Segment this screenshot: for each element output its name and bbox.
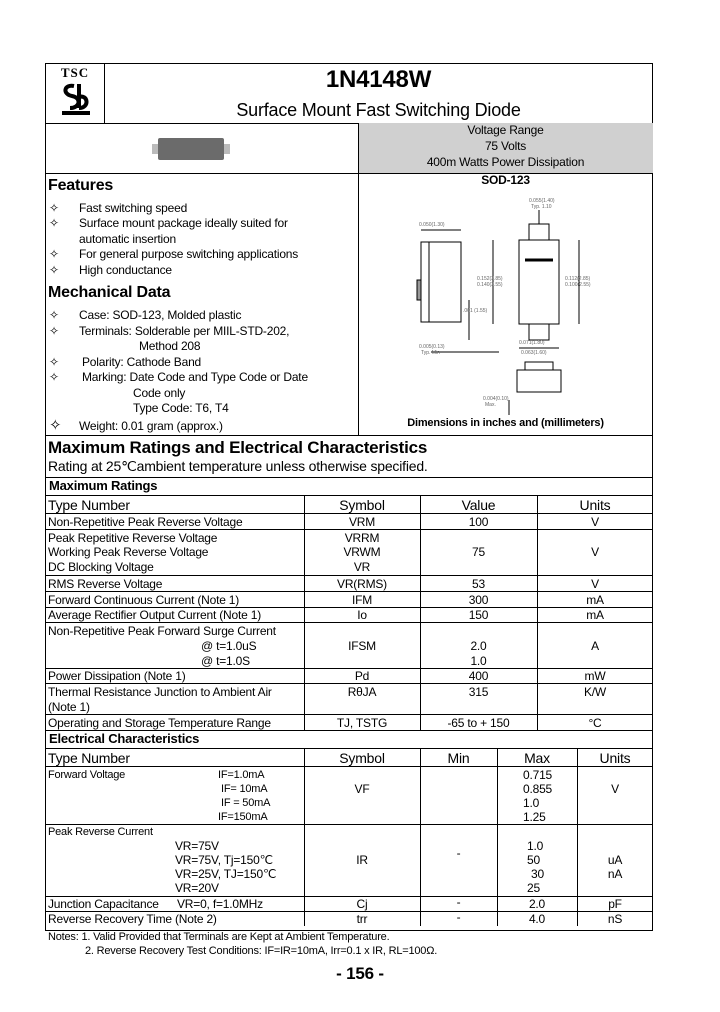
mechanical-item: Case: SOD-123, Molded plastic [79,308,242,322]
rating-unit: K/W [583,685,607,699]
page-number: - 156 - [336,964,384,983]
rating-symbol: Io [357,608,367,622]
rating-value: -65 to + 150 [447,716,510,730]
rating-param: Thermal Resistance Junction to Ambient Air [48,685,272,699]
dim-label: Max. [485,402,496,408]
dim-label: 0.112(2.85) [565,276,591,282]
elec-symbol: IR [356,853,368,867]
rating-unit: mA [586,593,604,607]
spec-line-2: 75 Volts [484,139,527,153]
rating-symbol: VRRM [344,531,380,545]
table-line [45,575,653,576]
elec-min: - [456,910,461,924]
rating-unit: V [591,577,599,591]
elec-cond: IF = 50mA [221,797,271,809]
rating-param: Average Rectifier Output Current (Note 1) [48,608,262,622]
table-line [45,529,653,530]
rating-symbol: IFSM [348,639,376,653]
dim-label: 0.063(1.60) [521,350,547,356]
bullet-icon: ✧ [49,355,60,369]
features-title: Features [48,177,114,194]
rating-param: @ t=1.0S [201,654,250,668]
col-header-symbol: Symbol [339,497,385,513]
mechanical-item: Terminals: Solderable per MIIL-STD-202, [79,324,290,338]
col-header-min: Min [447,750,470,766]
bullet-icon: ✧ [49,201,60,215]
table-line [45,495,653,496]
elec-max: 1.25 [523,810,546,824]
bullet-icon: ✧ [49,324,60,338]
elec-max: 2.0 [528,897,546,911]
rating-unit: mW [584,669,606,683]
elec-symbol: trr [356,912,368,926]
elec-max: 50 [527,853,540,867]
rating-value: 75 [472,545,485,559]
spec-line-1: Voltage Range [467,123,544,137]
feature-item: For general purpose switching applications [79,247,299,261]
col-header-value: Value [461,497,496,513]
mechanical-item: Polarity: Cathode Band [82,355,202,369]
dim-label: .061 (1.55) [463,308,488,314]
spec-line-3: 400m Watts Power Dissipation [426,155,585,169]
elec-symbol: Cj [356,897,368,911]
elec-max: 0.855 [523,782,553,796]
rating-unit: V [591,545,599,559]
bullet-icon: ✧ [49,417,62,434]
dim-label: 0.005(0.13) [419,344,445,350]
bullet-icon: ✧ [49,370,60,384]
elec-param: Junction Capacitance [48,897,159,911]
dim-label: 0.140(3.55) [477,282,503,288]
table-line [45,766,653,767]
rating-symbol: VR [353,560,371,574]
note-2: 2. Reverse Recovery Test Conditions: IF=IR=10mA, Irr=0.1 x IR, RL=100Ω. [85,945,438,957]
elec-cond: IF= 10mA [221,783,268,795]
table-line [45,622,653,623]
elec-param: Reverse Recovery Time (Note 2) [48,912,217,926]
table-line [45,714,653,715]
part-subtitle: Surface Mount Fast Switching Diode [236,100,521,120]
section-divider [45,435,653,436]
rating-param: Power Dissipation (Note 1) [48,669,186,683]
elec-max: 25 [527,881,540,895]
table-line [45,513,653,514]
rating-value: 1.0 [470,654,487,668]
elec-symbol: VF [354,782,370,796]
bullet-icon: ✧ [49,308,60,322]
bullet-icon: ✧ [49,247,60,261]
dim-label: 0.100(2.55) [565,282,591,288]
rating-value: 100 [468,515,489,529]
rating-param: RMS Reverse Voltage [48,577,163,591]
part-number: 1N4148W [325,66,432,93]
elec-min: - [456,846,461,860]
col-header-units: Units [579,497,611,513]
ratings-note: Rating at 25℃ambient temperature unless otherwise specified. [48,458,428,474]
elec-max: 30 [531,867,544,881]
col-header-units: Units [599,750,631,766]
rating-symbol: VR(RMS) [337,577,387,591]
dim-label: 0.071(1.80) [519,340,545,346]
rating-param: Non-Repetitive Peak Reverse Voltage [48,515,243,529]
table-line [45,748,653,749]
rating-param: @ t=1.0uS [201,639,257,653]
elec-cond: IF=1.0mA [218,769,265,781]
rating-param: Peak Repetitive Reverse Voltage [48,531,218,545]
rating-value: 2.0 [470,639,487,653]
dim-label: 0.004(0.10) [483,396,509,402]
rating-param: DC Blocking Voltage [48,560,154,574]
dim-label: 0.055(1.40) [529,198,555,204]
rating-param: Operating and Storage Temperature Range [48,716,271,730]
col-header-type: Type Number [48,750,130,766]
mechanical-title: Mechanical Data [48,284,171,301]
dim-label: 0.152(3.85) [477,276,503,282]
feature-item: automatic insertion [79,232,176,246]
dim-label: Typ. 1.10 [531,204,552,210]
note-1: Notes: 1. Valid Provided that Terminals are Kept at Ambient Temperature. [48,931,390,943]
elec-cond: VR=20V [175,881,219,895]
elec-min: - [456,895,461,909]
elec-cond: VR=75V, Tj=150℃ [175,853,273,867]
feature-item: Surface mount package ideally suited for [79,216,288,230]
dim-label: Typ. Min [421,350,440,356]
package-photo [158,138,224,160]
electrical-title: Electrical Characteristics [49,731,200,746]
rating-unit: mA [586,608,604,622]
mechanical-item: Code only [133,386,186,400]
elec-unit: nA [607,867,623,881]
bullet-icon: ✧ [49,263,60,277]
dimension-drawing [359,190,652,418]
dim-label: 0.050(1.30) [419,222,445,228]
col-header-symbol: Symbol [339,750,385,766]
rating-symbol: VRWM [343,545,381,559]
elec-unit: V [611,782,619,796]
package-name: SOD-123 [481,173,530,187]
rating-symbol: Pd [354,669,370,683]
rating-value: 315 [468,685,489,699]
feature-item: High conductance [79,263,172,277]
logo-text: TSC [60,65,90,80]
rating-unit: °C [588,716,602,730]
mechanical-item: Weight: 0.01 gram (approx.) [79,419,223,433]
rating-symbol: IFM [351,593,373,607]
feature-item: Fast switching speed [79,201,188,215]
rating-value: 400 [468,669,489,683]
rating-symbol: RθJA [347,685,377,699]
elec-max: 1.0 [527,839,544,853]
elec-max: 4.0 [528,912,546,926]
rating-param: (Note 1) [48,700,90,714]
rating-param: Non-Repetitive Peak Forward Surge Current [48,624,276,638]
table-line [45,591,653,592]
package-lead-right [224,144,230,154]
ratings-title: Maximum Ratings and Electrical Characteristics [48,438,428,457]
rating-value: 150 [468,608,489,622]
rating-param: Forward Continuous Current (Note 1) [48,593,240,607]
rating-param: Working Peak Reverse Voltage [48,545,209,559]
package-lead-left [152,144,158,154]
rating-unit: V [591,515,599,529]
elec-unit: nS [607,912,623,926]
elec-cond: VR=75V [175,839,219,853]
elec-cond: VR=25V, TJ=150℃ [175,867,277,881]
elec-cond: VR=0, f=1.0MHz [177,897,263,911]
mechanical-item: Marking: Date Code and Type Code or Date [82,370,308,384]
rating-value: 300 [468,593,489,607]
mechanical-item: Type Code: T6, T4 [133,401,229,415]
elec-param: Forward Voltage [48,769,126,781]
bullet-icon: ✧ [49,216,60,230]
elec-unit: pF [608,897,622,911]
col-header-max: Max [524,750,550,766]
table-line [45,683,653,684]
elec-cond: IF=150mA [218,811,268,823]
col-header-type: Type Number [48,497,130,513]
rating-symbol: TJ, TSTG [336,716,388,730]
elec-max: 1.0 [523,796,540,810]
elec-max: 0.715 [523,768,553,782]
drawing-caption: Dimensions in inches and (millimeters) [407,417,604,429]
elec-unit: uA [607,853,623,867]
mechanical-item: Method 208 [139,339,201,353]
rating-symbol: VRM [348,515,376,529]
tsc-logo-icon [60,82,92,118]
rating-value: 53 [472,577,485,591]
elec-param: Peak Reverse Current [48,826,153,838]
max-ratings-title: Maximum Ratings [49,478,158,493]
rating-unit: A [591,639,599,653]
